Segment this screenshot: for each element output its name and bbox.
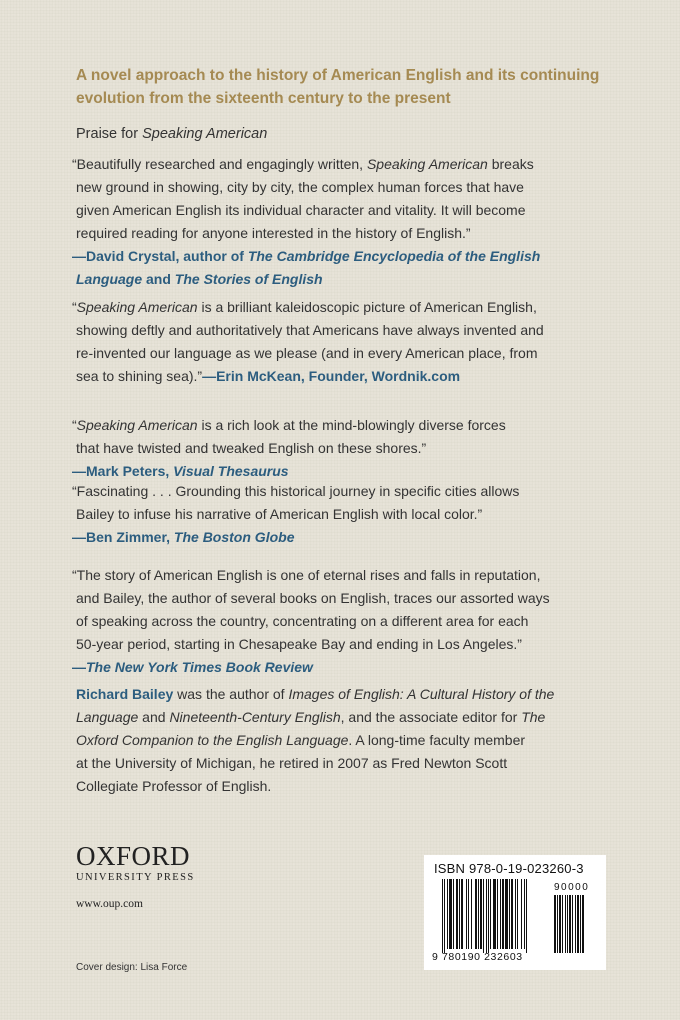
quote-line (72, 296, 632, 319)
text-segment: —Erin McKean, Founder, Wordnik.com (202, 368, 461, 384)
barcode-bar (442, 879, 443, 953)
barcode-bar (488, 879, 489, 953)
text-segment: required reading for anyone interested in the history of English.” (76, 225, 471, 241)
barcode-addon-bar (554, 895, 556, 953)
bio-line (76, 729, 556, 752)
barcode-bar (505, 879, 508, 949)
barcode-bar (509, 879, 510, 949)
barcode-bar (524, 879, 525, 949)
bio-line (76, 683, 556, 706)
barcode-bar (500, 879, 501, 949)
text-segment: was the author of (173, 686, 289, 702)
text-segment: Language (76, 271, 143, 287)
text-segment: Oxford Companion to the English Language (76, 732, 349, 748)
text-segment: re-invented our language as we please (and in every American place, from (76, 345, 538, 361)
barcode-addon-bar (559, 895, 561, 953)
barcode-addon-bar (577, 895, 579, 953)
praise-prefix: Praise for (76, 126, 143, 142)
quote-line (72, 414, 632, 437)
barcode-bar (511, 879, 513, 949)
quote-line (72, 503, 632, 526)
barcode-bar (449, 879, 452, 949)
quote-attribution (72, 268, 632, 291)
barcode-bar (483, 879, 484, 953)
review-quote-5 (72, 564, 632, 679)
barcode-bar (468, 879, 469, 949)
text-segment: showing deftly and authoritatively that Americans have always invented and (76, 322, 544, 338)
publisher-url: www.oup.com (76, 898, 143, 910)
barcode-addon-bar (562, 895, 563, 953)
quote-attribution (72, 656, 632, 679)
quote-line (72, 222, 632, 245)
quote-line (72, 319, 632, 342)
text-segment: Collegiate Professor of English. (76, 778, 272, 794)
barcode-addon-bar (580, 895, 581, 953)
barcode-bar (456, 879, 458, 949)
review-quote-4 (72, 480, 632, 549)
barcode-bar (515, 879, 516, 949)
barcode-addon-bar (557, 895, 558, 953)
bio-line (76, 775, 556, 798)
publisher-logo-sub: UNIVERSITY PRESS (76, 872, 195, 883)
text-segment: and (138, 709, 170, 725)
barcode-bar (490, 879, 491, 949)
barcode-addon-bar (565, 895, 566, 953)
text-segment: “ (72, 417, 77, 433)
barcode-bar (475, 879, 477, 949)
text-segment: The Boston Globe (173, 529, 295, 545)
author-name: Richard Bailey (76, 686, 174, 702)
barcode-bar (447, 879, 448, 949)
praise-book-title: Speaking American (142, 126, 268, 142)
text-segment: Language (76, 709, 139, 725)
text-segment: is a brilliant kaleidoscopic picture of American English, (197, 299, 537, 315)
text-segment: given American English its individual character and vitality. It will become (76, 202, 526, 218)
text-segment: , and the associate editor for (340, 709, 522, 725)
barcode-bar (526, 879, 527, 953)
quote-line (72, 437, 632, 460)
review-quote-1 (72, 153, 632, 291)
barcode-bar (461, 879, 463, 949)
barcode-bar (486, 879, 487, 953)
text-segment: The (521, 709, 546, 725)
barcode-addon-bar (567, 895, 568, 953)
bio-line (76, 706, 556, 729)
review-quote-3 (72, 414, 632, 483)
barcode-bar (444, 879, 445, 953)
text-segment: of speaking across the country, concentrating on a different area for each (76, 613, 529, 629)
text-segment: breaks (487, 156, 534, 172)
text-segment: —David Crystal, author of (72, 248, 248, 264)
text-segment: “Beautifully researched and engagingly written, (72, 156, 367, 172)
quote-line (72, 610, 632, 633)
barcode-addon-bar (575, 895, 576, 953)
text-segment: —Ben Zimmer, (72, 529, 174, 545)
text-segment: Bailey to infuse his narrative of American English with local color.” (76, 506, 483, 522)
barcode-bar (480, 879, 482, 949)
quote-line (72, 587, 632, 610)
text-segment: The Stories of English (174, 271, 323, 287)
barcode-bar (521, 879, 522, 949)
publisher-logo (76, 842, 195, 883)
barcode-addon-bar (572, 895, 573, 953)
quote-line (72, 633, 632, 656)
quote-line (72, 176, 632, 199)
review-quote-2 (72, 296, 632, 388)
price-code: 90000 (554, 882, 590, 893)
barcode-digits: 9 780190 232603 (432, 951, 523, 963)
barcode-bar (453, 879, 454, 949)
text-segment: “ (72, 299, 77, 315)
quote-line (72, 365, 632, 388)
barcode-bar (493, 879, 496, 949)
text-segment: Speaking American (366, 156, 488, 172)
text-segment: is a rich look at the mind-blowingly diverse forces (197, 417, 506, 433)
text-segment: “The story of American English is one of eternal rises and falls in reputation, (72, 567, 541, 583)
text-segment: Visual Thesaurus (173, 463, 289, 479)
quote-attribution (72, 245, 632, 268)
text-segment: — (72, 659, 86, 675)
cover-credit: Cover design: Lisa Force (76, 962, 188, 973)
text-segment: 50-year period, starting in Chesapeake Bay and ending in Los Angeles.” (76, 636, 522, 652)
barcode-bar (497, 879, 498, 949)
author-bio (76, 683, 556, 798)
text-segment: —Mark Peters, (72, 463, 174, 479)
text-segment: . A long-time faculty member (348, 732, 526, 748)
bio-line (76, 752, 556, 775)
text-segment: and (142, 271, 175, 287)
barcode-bar (502, 879, 504, 949)
text-segment: sea to shining sea).” (76, 368, 203, 384)
text-segment: and Bailey, the author of several books on English, traces our assorted ways (76, 590, 550, 606)
text-segment: “Fascinating . . . Grounding this historical journey in specific cities allows (72, 483, 520, 499)
barcode-addon-bar (582, 895, 584, 953)
praise-heading (76, 126, 267, 142)
quote-line (72, 564, 632, 587)
barcode-addon-bar (569, 895, 571, 953)
text-segment: Images of English: A Cultural History of the (288, 686, 555, 702)
text-segment: new ground in showing, city by city, the complex human forces that have (76, 179, 524, 195)
barcode-bar (471, 879, 472, 949)
text-segment: at the University of Michigan, he retired in 2007 as Fred Newton Scott (76, 755, 508, 771)
barcode-bar (478, 879, 479, 949)
text-segment: that have twisted and tweaked English on these shores.” (76, 440, 427, 456)
publisher-logo-main: OXFORD (76, 841, 191, 871)
isbn-barcode (424, 855, 606, 970)
text-segment: Nineteenth-Century English (169, 709, 341, 725)
quote-line (72, 199, 632, 222)
text-segment: The New York Times Book Review (86, 659, 313, 675)
text-segment: The Cambridge Encyclopedia of the English (247, 248, 541, 264)
tagline: A novel approach to the history of American English and its continuing evolution from the sixteenth century to the present (76, 67, 600, 107)
text-segment: Speaking American (76, 299, 198, 315)
isbn-number: ISBN 978-0-19-023260-3 (434, 861, 584, 876)
quote-line (72, 480, 632, 503)
barcode-bar (517, 879, 518, 949)
barcode-bar (459, 879, 460, 949)
barcode-bar (466, 879, 467, 949)
quote-line (72, 342, 632, 365)
text-segment: Speaking American (76, 417, 198, 433)
quote-line (72, 153, 632, 176)
quote-attribution (72, 526, 632, 549)
